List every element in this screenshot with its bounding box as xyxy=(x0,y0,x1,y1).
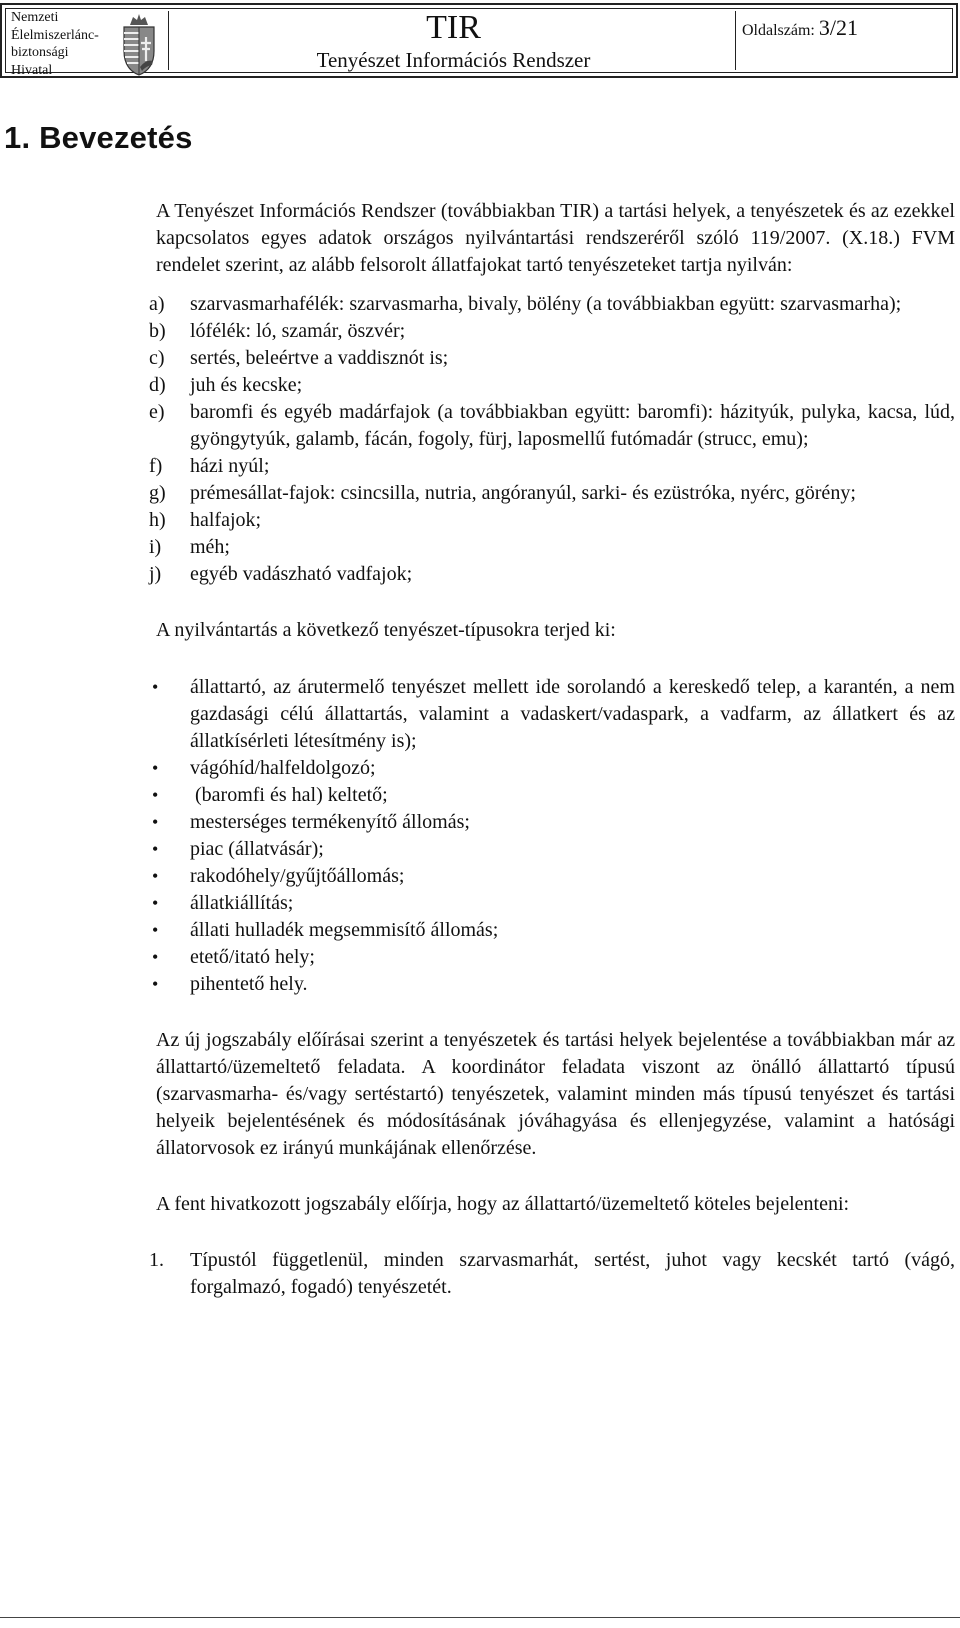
section-heading: 1. Bevezetés xyxy=(4,120,193,155)
agency-name-line: Nemzeti xyxy=(11,10,59,25)
list-item xyxy=(152,863,955,890)
bullet-icon: • xyxy=(152,839,159,859)
page-number-block xyxy=(742,15,858,41)
list-item xyxy=(149,318,955,345)
list-item-text: baromfi és egyéb madárfajok (a továbbiakban együtt: baromfi): házityúk, pulyka, kacsa, lúd, gyöngytyúk, galamb, fácán, fogoly, fürj, laposmellű futómadár (strucc, emu); xyxy=(190,401,955,450)
agency-name-line: Élelmiszerlánc- xyxy=(11,27,99,43)
list-item-text: pihentető hely. xyxy=(190,973,308,995)
list-item-text: mesterséges termékenyítő állomás; xyxy=(190,811,470,833)
list-marker: h) xyxy=(149,509,166,531)
agency-name-line: biztonsági xyxy=(11,45,69,60)
system-acronym: TIR xyxy=(426,9,481,46)
list-item-text: házi nyúl; xyxy=(190,455,270,477)
list-item-text: méh; xyxy=(190,536,230,558)
list-marker: 1. xyxy=(149,1249,164,1271)
list-item-text: (baromfi és hal) keltető; xyxy=(190,784,388,806)
bullet-icon: • xyxy=(152,893,159,913)
list-item xyxy=(149,534,955,561)
agency-name xyxy=(11,9,121,79)
list-item-text: halfajok; xyxy=(190,509,262,531)
list-item-text: Típustól függetlenül, minden szarvasmarhát, sertést, juhot vagy kecskét tartó (vágó, forgalmazó, fogadó) tenyészetét. xyxy=(190,1249,955,1298)
list-item xyxy=(149,1247,955,1301)
holding-types-list xyxy=(152,674,955,998)
list-marker: b) xyxy=(149,320,166,342)
list-marker: d) xyxy=(149,374,166,396)
agency-name-line: Hivatal xyxy=(11,62,53,78)
list-marker: g) xyxy=(149,482,166,504)
footer-rule xyxy=(0,1617,960,1618)
list-item xyxy=(152,917,955,944)
bullet-icon: • xyxy=(152,974,159,994)
list-item xyxy=(152,971,955,998)
list-item-text: sertés, beleértve a vaddisznót is; xyxy=(190,347,449,369)
list-item xyxy=(152,755,955,782)
list-marker: i) xyxy=(149,536,162,558)
coat-of-arms-icon xyxy=(116,11,162,77)
list-item xyxy=(149,480,955,507)
bullet-icon: • xyxy=(152,677,159,697)
obligation-list xyxy=(149,1247,955,1301)
intro-paragraph: A Tenyészet Információs Rendszer (továbbiakban TIR) a tartási helyek, a tenyészetek és az ezekkel kapcsolatos egyes adatok országos nyilvántartási rendszeréről szóló 119/2007. (X.18.) FVM rendelet szerint, az alább felsorolt állatfajokat tartó tenyészeteket tartja nyilván: xyxy=(156,200,955,276)
obligation-paragraph: A fent hivatkozott jogszabály előírja, hogy az állattartó/üzemeltető köteles bejelenteni: xyxy=(156,1193,850,1215)
list-item xyxy=(152,809,955,836)
list-item-text: prémesállat-fajok: csincsilla, nutria, angóranyúl, sarki- és ezüstróka, nyérc, görény; xyxy=(190,482,856,504)
system-name: Tenyészet Információs Rendszer xyxy=(316,48,591,72)
list-item xyxy=(152,674,955,755)
list-item-text: lófélék: ló, szamár, öszvér; xyxy=(190,320,406,342)
list-item-text: vágóhíd/halfeldolgozó; xyxy=(190,757,376,779)
list-marker: e) xyxy=(149,401,165,423)
page-header xyxy=(0,3,958,78)
list-item xyxy=(152,944,955,971)
header-title-block xyxy=(172,9,735,73)
list-marker: a) xyxy=(149,293,165,315)
types-intro-paragraph: A nyilvántartás a következő tenyészet-típusokra terjed ki: xyxy=(156,619,616,641)
list-item xyxy=(149,345,955,372)
bullet-icon: • xyxy=(152,947,159,967)
bullet-icon: • xyxy=(152,785,159,805)
list-marker: c) xyxy=(149,347,165,369)
list-item xyxy=(152,782,955,809)
list-item-text: rakodóhely/gyűjtőállomás; xyxy=(190,865,405,887)
list-marker: j) xyxy=(149,563,162,585)
list-item-text: szarvasmarhafélék: szarvasmarha, bivaly, bölény (a továbbiakban együtt: szarvasmarha); xyxy=(190,293,902,315)
bullet-icon: • xyxy=(152,866,159,886)
list-marker: f) xyxy=(149,455,163,477)
list-item-text: állattartó, az árutermelő tenyészet mellett ide sorolandó a kereskedő telep, a karantén, a nem gazdasági célú állattartás, valamint a vadaskert/vadaspark, a vadfarm, az állatkert és az állatkísérleti létesítmény is); xyxy=(190,676,955,752)
list-item-text: etető/itató hely; xyxy=(190,946,315,968)
list-item xyxy=(149,372,955,399)
list-item xyxy=(149,453,955,480)
list-item-text: állatkiállítás; xyxy=(190,892,294,914)
bullet-icon: • xyxy=(152,758,159,778)
bullet-icon: • xyxy=(152,920,159,940)
list-item-text: juh és kecske; xyxy=(190,374,303,396)
species-list xyxy=(149,291,955,588)
page-number: 3/21 xyxy=(818,15,858,40)
list-item xyxy=(149,291,955,318)
list-item xyxy=(149,507,955,534)
list-item-text: piac (állatvásár); xyxy=(190,838,324,860)
new-rules-paragraph: Az új jogszabály előírásai szerint a tenyészetek és tartási helyek bejelentése a továbbiakban már az állattartó/üzemeltető feladata. A koordinátor feladata viszont az önálló állattartó típusú (szarvasmarha- és/vagy sertéstartó) tenyészetek, valamint minden más típusú tenyészet és tartási helyeik bejelentésének és módosításának jóváhagyása és ellenjegyzése, valamint a hatósági állatorvosok ez irányú munkájának ellenőrzése. xyxy=(156,1029,955,1159)
header-divider xyxy=(168,11,169,70)
bullet-icon: • xyxy=(152,812,159,832)
header-divider xyxy=(735,11,736,70)
document-body xyxy=(149,198,955,1301)
list-item xyxy=(149,561,955,588)
list-item xyxy=(152,836,955,863)
page-number-label: Oldalszám: xyxy=(742,22,815,39)
list-item xyxy=(149,399,955,453)
list-item-text: egyéb vadászható vadfajok; xyxy=(190,563,413,585)
list-item-text: állati hulladék megsemmisítő állomás; xyxy=(190,919,499,941)
list-item xyxy=(152,890,955,917)
